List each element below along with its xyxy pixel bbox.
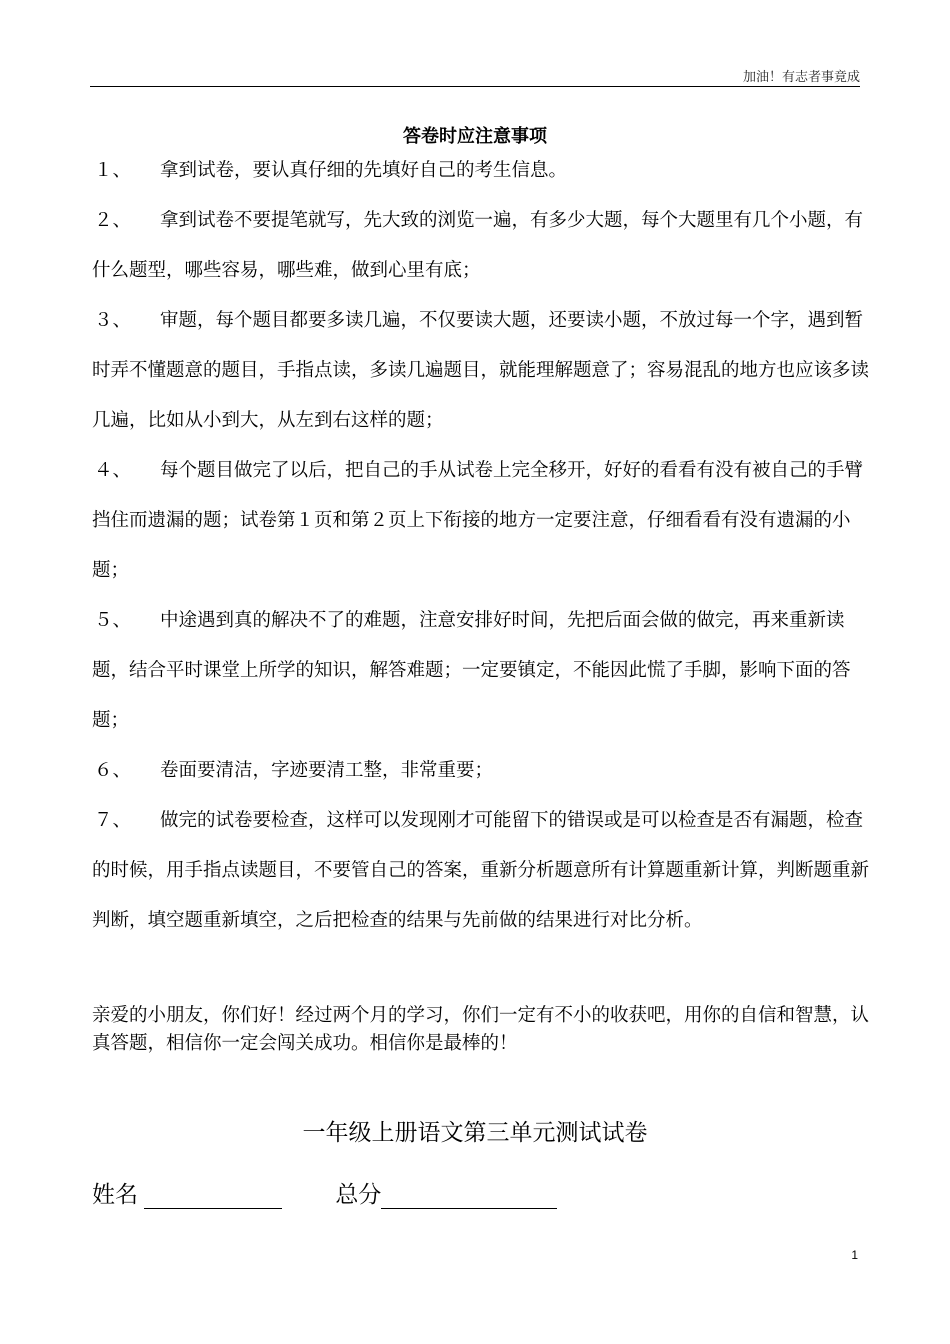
notice-item — [92, 296, 872, 446]
notice-item — [92, 146, 872, 196]
notice-item-number: ２、 — [94, 210, 132, 231]
header-divider — [90, 86, 860, 87]
notice-title: 答卷时应注意事项 — [403, 126, 547, 147]
notice-item-number: １、 — [94, 160, 132, 181]
name-label: 姓名 — [92, 1182, 138, 1208]
notice-item — [92, 446, 872, 596]
student-info-line — [92, 1176, 557, 1209]
greeting-paragraph: 亲爱的小朋友，你们好！经过两个月的学习，你们一定有不小的收获吧，用你的自信和智慧，认真答题，相信你一定会闯关成功。相信你是最棒的！ — [92, 1005, 870, 1054]
notice-item-text: 中途遇到真的解决不了的难题，注意安排好时间，先把后面会做的做完，再来重新读题，结合平时课堂上所学的知识，解答难题；一定要镇定，不能因此慌了手脚，影响下面的答题； — [92, 610, 851, 731]
notice-item — [92, 196, 872, 296]
notice-item-number: ７、 — [94, 810, 132, 831]
notice-item-number: ６、 — [94, 760, 132, 781]
notice-item-number: ４、 — [94, 460, 132, 481]
notice-item — [92, 746, 872, 796]
notice-item-text: 卷面要清洁，字迹要清工整，非常重要； — [160, 760, 494, 781]
notice-item-text: 拿到试卷不要提笔就写，先大致的浏览一遍，有多少大题，每个大题里有几个小题，有什么题型，哪些容易，哪些难，做到心里有底； — [92, 210, 864, 281]
notice-item-text: 审题，每个题目都要多读几遍，不仅要读大题，还要读小题，不放过每一个字，遇到暂时弄不懂题意的题目，手指点读，多读几遍题目，就能理解题意了；容易混乱的地方也应该多读几遍，比如从小到大，从左到右这样的题； — [92, 310, 870, 431]
notice-item — [92, 796, 872, 946]
header-motto: 加油！有志者事竟成 — [742, 70, 860, 85]
total-score-blank[interactable] — [381, 1182, 557, 1209]
notice-item — [92, 596, 872, 746]
exam-title: 一年级上册语文第三单元测试试卷 — [302, 1120, 648, 1146]
notice-item-text: 做完的试卷要检查，这样可以发现刚才可能留下的错误或是可以检查是否有漏题，检查的时候，用手指点读题目，不要管自己的答案，重新分析题意所有计算题重新计算，判断题重新判断，填空题重新填空，之后把检查的结果与先前做的结果进行对比分析。 — [92, 810, 870, 931]
page-number: 1 — [851, 1248, 858, 1262]
notice-item-number: ３、 — [94, 310, 132, 331]
notice-list — [92, 146, 872, 946]
notice-item-text: 每个题目做完了以后，把自己的手从试卷上完全移开，好好的看看有没有被自己的手臂挡住而遗漏的题；试卷第１页和第２页上下衔接的地方一定要注意，仔细看看有没有遗漏的小题； — [92, 460, 864, 581]
name-blank[interactable] — [144, 1182, 282, 1209]
notice-item-number: ５、 — [94, 610, 132, 631]
total-score-label: 总分 — [335, 1182, 382, 1208]
notice-item-text: 拿到试卷，要认真仔细的先填好自己的考生信息。 — [160, 160, 568, 181]
